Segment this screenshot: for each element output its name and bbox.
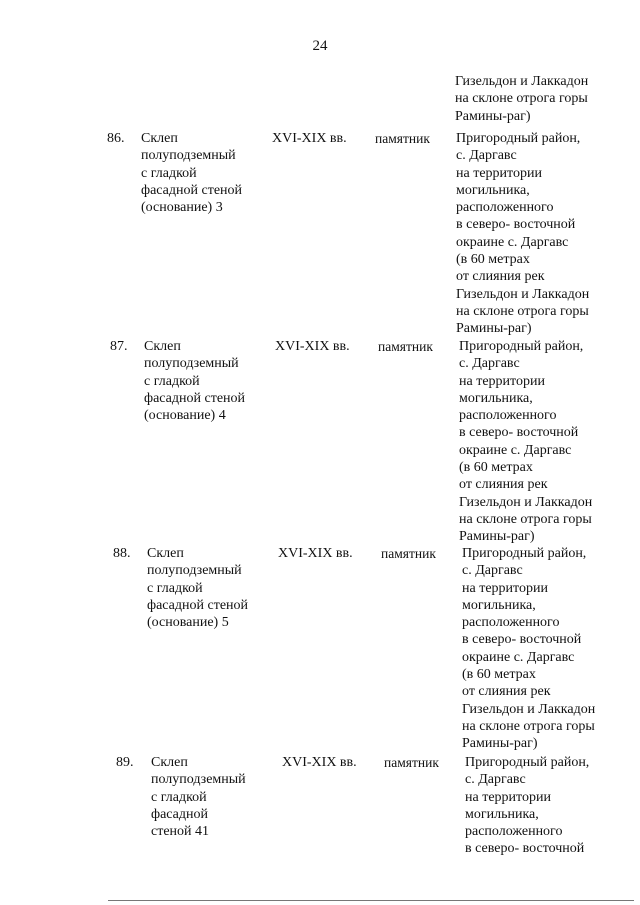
name-line: полуподземный	[147, 563, 242, 579]
period: XVI-XIX вв.	[275, 339, 350, 354]
location-line: на территории	[459, 373, 545, 389]
location-line: окраине с. Даргавс	[456, 234, 569, 250]
location-line: (в 60 метрах	[459, 460, 533, 476]
location-line: Рамины-раг)	[456, 321, 532, 337]
location-line: от слияния рек	[459, 477, 548, 493]
location-line: расположенного	[462, 615, 560, 631]
object-location	[465, 754, 589, 858]
object-name	[141, 130, 242, 216]
location-line: Рамины-раг)	[455, 108, 531, 124]
location-line: на территории	[465, 789, 551, 805]
location-line: расположенного	[465, 824, 563, 840]
location-line: могильника,	[456, 182, 530, 198]
location-line: Гизельдон и Лаккадон	[456, 286, 590, 302]
location-line: в северо- восточной	[462, 632, 582, 648]
location-line: Рамины-раг)	[459, 529, 535, 545]
object-location	[456, 130, 589, 338]
object-type: памятник	[381, 546, 436, 561]
location-line: Пригородный район,	[459, 339, 584, 354]
name-line: (основание) 4	[144, 408, 226, 424]
period: XVI-XIX вв.	[278, 546, 353, 561]
row-number: 86.	[107, 131, 125, 146]
location-line: Гизельдон и Лаккадон	[455, 74, 589, 89]
object-location	[462, 545, 595, 753]
location-line: в северо- восточной	[465, 841, 585, 857]
location-line: на территории	[462, 580, 548, 596]
location-line: Пригородный район,	[462, 546, 587, 561]
period: XVI-XIX вв.	[272, 131, 347, 146]
name-line: Склеп	[147, 546, 184, 561]
row-number: 89.	[116, 755, 134, 770]
location-line: расположенного	[459, 408, 557, 424]
object-type: памятник	[375, 131, 430, 146]
row-number: 88.	[113, 546, 131, 561]
page-number: 24	[312, 38, 328, 54]
continued-location-text	[455, 73, 625, 125]
location-line: в северо- восточной	[456, 217, 576, 233]
name-line: с гладкой	[151, 789, 207, 805]
page-bottom-edge	[108, 900, 634, 901]
name-line: (основание) 5	[147, 615, 229, 631]
location-line: Гизельдон и Лаккадон	[462, 701, 596, 717]
location-line: могильника,	[459, 390, 533, 406]
location-line: могильника,	[465, 806, 539, 822]
name-line: полуподземный	[151, 772, 246, 788]
name-line: Склеп	[151, 755, 188, 770]
location-line: (в 60 метрах	[456, 252, 530, 268]
location-line: с. Даргавс	[459, 356, 520, 372]
object-name	[144, 338, 245, 424]
location-line: на территории	[456, 165, 542, 181]
table-row	[0, 338, 640, 545]
row-number: 87.	[110, 339, 128, 354]
name-line: с гладкой	[141, 165, 197, 181]
location-line: Рамины-раг)	[462, 736, 538, 752]
name-line: Склеп	[141, 131, 178, 146]
location-line: в северо- восточной	[459, 425, 579, 441]
location-line: от слияния рек	[462, 684, 551, 700]
location-line: Пригородный район,	[465, 755, 590, 770]
period: XVI-XIX вв.	[282, 755, 357, 770]
name-line: полуподземный	[144, 356, 239, 372]
location-line: с. Даргавс	[465, 772, 526, 788]
name-line: фасадной стеной	[141, 182, 243, 198]
location-line: расположенного	[456, 200, 554, 216]
object-name	[151, 754, 246, 840]
name-line: фасадной	[151, 806, 208, 822]
location-line: могильника,	[462, 597, 536, 613]
object-type: памятник	[384, 755, 439, 770]
location-line: на склоне отрога горы	[459, 511, 592, 527]
location-line: окраине с. Даргавс	[462, 649, 575, 665]
location-line: с. Даргавс	[456, 148, 517, 164]
object-location	[459, 338, 592, 546]
location-line: от слияния рек	[456, 269, 545, 285]
name-line: стеной 41	[151, 824, 210, 840]
location-line: на склоне отрога горы	[455, 91, 588, 107]
location-line: Гизельдон и Лаккадон	[459, 494, 593, 510]
table-row	[0, 545, 640, 752]
name-line: (основание) 3	[141, 200, 223, 216]
name-line: Склеп	[144, 339, 181, 354]
location-line: (в 60 метрах	[462, 667, 536, 683]
location-line: на склоне отрога горы	[462, 718, 595, 734]
location-line: на склоне отрога горы	[456, 303, 589, 319]
name-line: с гладкой	[147, 580, 203, 596]
location-line: с. Даргавс	[462, 563, 523, 579]
location-line: Пригородный район,	[456, 131, 581, 146]
name-line: с гладкой	[144, 373, 200, 389]
name-line: фасадной стеной	[147, 597, 249, 613]
location-line: окраине с. Даргавс	[459, 442, 572, 458]
table-row	[0, 130, 640, 337]
object-type: памятник	[378, 339, 433, 354]
table-row	[0, 754, 640, 864]
name-line: полуподземный	[141, 148, 236, 164]
name-line: фасадной стеной	[144, 390, 246, 406]
object-name	[147, 545, 248, 631]
